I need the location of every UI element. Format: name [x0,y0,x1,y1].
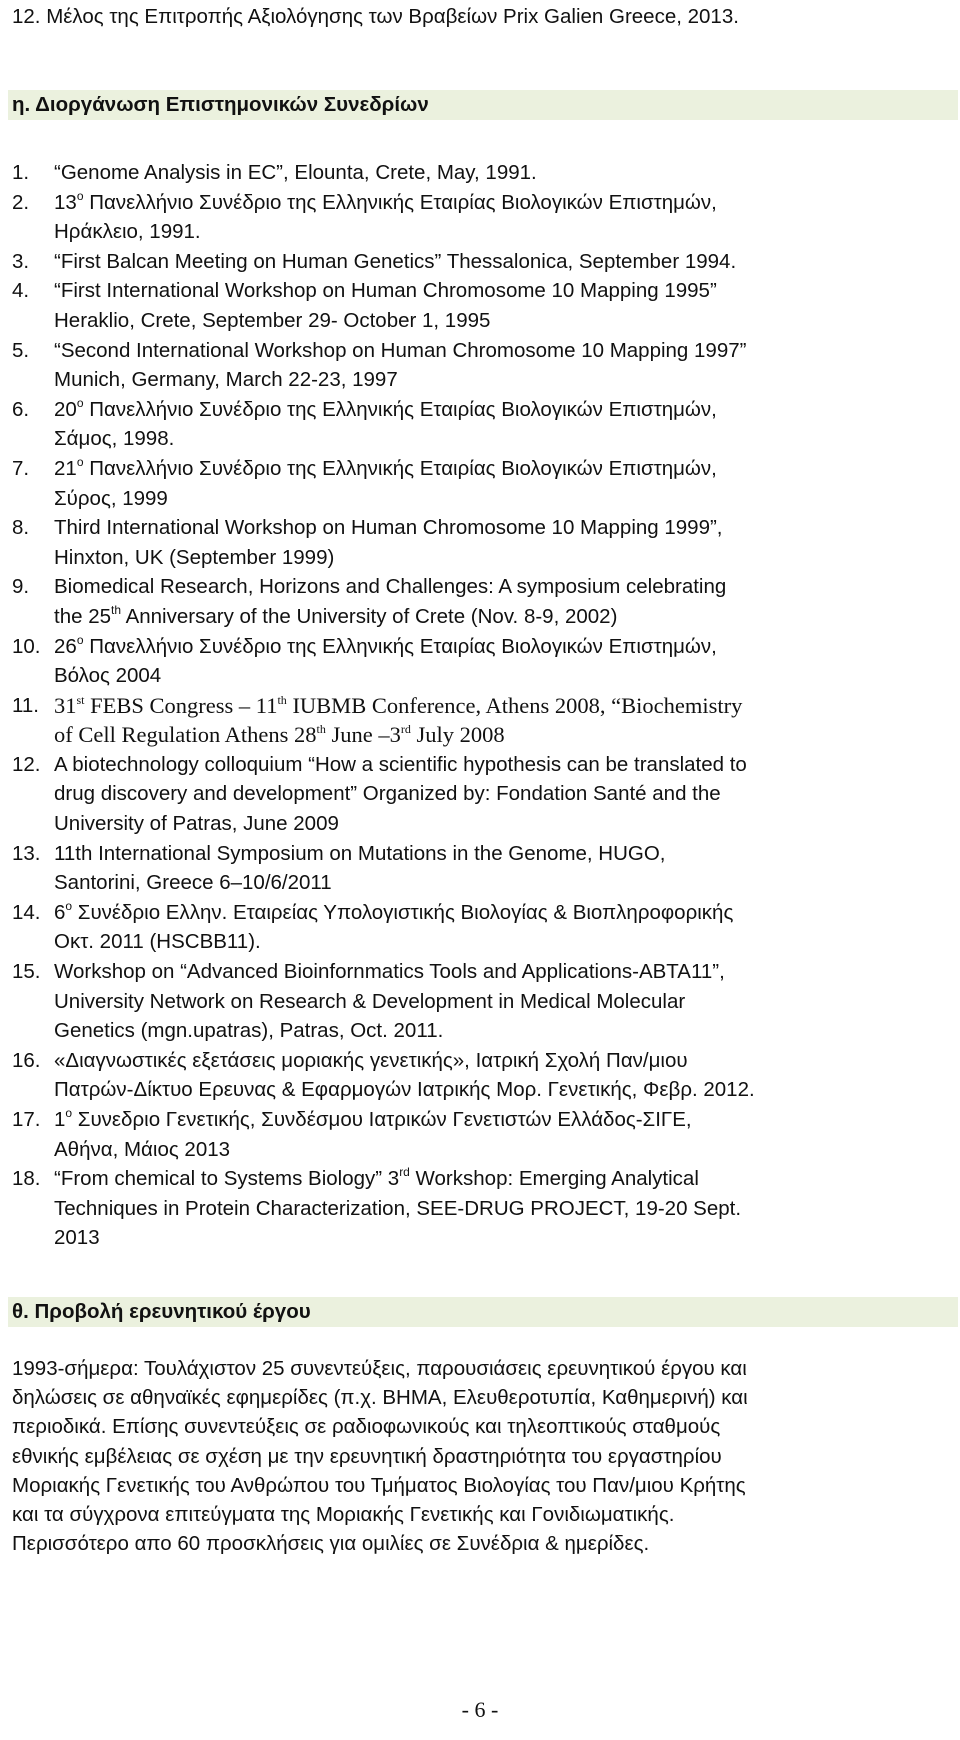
item-line: of Cell Regulation Athens 28th June –3rd July 2008 [54,722,505,748]
item-number: 16. [12,1048,41,1072]
superscript: rd [400,722,411,737]
item-line: Οκτ. 2011 (HSCBB11). [54,930,261,954]
item-line: “First Balcan Meeting on Human Genetics” Thessalonica, September 1994. [54,249,737,273]
item-line: Heraklio, Crete, September 29- October 1, 1995 [54,308,491,332]
paragraph-line: 1993-σήμερα: Τουλάχιστον 25 συνεντεύξεις, παρουσιάσεις ερευνητικού έργου και [12,1357,747,1380]
item-number: 9. [12,575,30,599]
superscript: o [76,454,84,469]
item-line: “Genome Analysis in EC”, Elounta, Crete, May, 1991. [54,161,537,184]
item-line: Σύρος, 1999 [54,486,168,510]
conference-item [0,1164,960,1253]
item-line: drug discovery and development” Organized by: Fondation Santé and the [54,782,721,806]
paragraph-line: και τα σύγχρονα επιτεύγματα της Μοριακής Γενετικής και Γονιδιωματικής. [12,1503,675,1527]
item-line: Techniques in Protein Characterization, SEE-DRUG PROJECT, 19-20 Sept. [54,1196,742,1220]
item-line: 2013 [54,1226,100,1250]
item-line: Munich, Germany, March 22-23, 1997 [54,368,398,392]
paragraph-line: δηλώσεις σε αθηναϊκές εφημερίδες (π.χ. ΒΗΜΑ, Ελευθεροτυπία, Καθημερινή) και [12,1386,748,1410]
item-number: 6. [12,397,30,421]
item-line: “First International Workshop on Human Chromosome 10 Mapping 1995” [54,279,717,303]
item-line: 11th International Symposium on Mutations in the Genome, HUGO, [54,841,666,865]
conference-item [0,276,960,335]
conference-item [0,188,960,247]
conference-item [0,1105,960,1164]
conference-item [0,691,960,750]
item-line: “Second International Workshop on Human Chromosome 10 Mapping 1997” [54,338,747,362]
item-line: 6$^o$ Συνέδριο Ελλην. Εταιρείας Υπολογιστικής Βιολογίας & Βιοπληροφορικής [54,898,734,924]
item-line: «Διαγνωστικές εξετάσεις μοριακής γενετικής», Ιατρική Σχολή Παν/μιου [54,1048,688,1072]
conference-item [0,513,960,572]
item-number: 15. [12,960,41,984]
conference-item [0,395,960,454]
conference-item [0,957,960,1046]
superscript: o [65,898,73,913]
item-line: Πατρών-Δίκτυο Ερευνας & Εφαρμογών Ιατρικής Μορ. Γενετικής, Φεβρ. 2012. [54,1078,755,1102]
conference-item [0,572,960,631]
item-number: 18. [12,1167,41,1191]
item-line: 21$^o$ Πανελλήνιο Συνέδριο της Ελληνικής Εταιρίας Βιολογικών Επιστημών, [54,454,717,480]
conference-item [0,632,960,691]
superscript: th [277,692,287,707]
item-number: 5. [12,338,30,362]
conference-list [0,158,960,1253]
item-number: 10. [12,634,41,658]
item-line: Αθήνα, Μάιος 2013 [54,1137,231,1161]
paragraph-line: Περισσότερο απο 60 προσκλήσεις για ομιλίες σε Συνέδρια & ημερίδες. [12,1532,650,1556]
item-number: 1. [12,161,30,184]
item-line: Santorini, Greece 6–10/6/2011 [54,871,332,895]
item-number: 7. [12,456,30,480]
item-number: 13. [12,841,41,865]
item-number: 4. [12,279,30,303]
conference-item [0,839,960,898]
section-heading-conferences: η. Διοργάνωση Επιστημονικών Συνεδρίων [8,90,958,120]
conference-item [0,750,960,839]
item-line: Ηράκλειο, 1991. [54,220,201,244]
page-number: - 6 - [461,1697,499,1722]
conference-item [0,158,960,188]
conference-item [0,247,960,277]
item-line: the 25th Anniversary of the University of Crete (Nov. 8-9, 2002) [54,602,618,628]
superscript: o [65,1106,73,1120]
item-number: 2. [12,190,30,214]
item-line: Workshop on “Advanced Bioinfornmatics Tools and Applications-ABTA11”, [54,960,725,984]
item-number: 8. [12,516,30,540]
conference-item [0,898,960,957]
item-line: 26$^o$ Πανελλήνιο Συνέδριο της Ελληνικής Εταιρίας Βιολογικών Επιστημών, [54,632,717,658]
paragraph-line: περιοδικά. Επίσης συνεντεύξεις σε ραδιοφωνικούς και τηλεοπτικούς σταθμούς [12,1415,721,1439]
conference-item [0,1046,960,1105]
paragraph-line: Μοριακής Γενετικής του Ανθρώπου του Τμήματος Βιολογίας του Παν/μιου Κρήτης [12,1473,746,1497]
item-number: 3. [12,249,30,273]
outreach-paragraph [12,1354,956,1558]
conference-item [0,454,960,513]
item-line: 13$^o$ Πανελλήνιο Συνέδριο της Ελληνικής Εταιρίας Βιολογικών Επιστημών, [54,188,717,214]
section-heading-outreach: θ. Προβολή ερευνητικού έργου [8,1297,958,1327]
superscript: o [76,395,84,410]
paragraph-line: εθνικής εμβέλειας σε σχέση με την ερευνητική δραστηριότητα του εργαστηρίου [12,1444,722,1468]
item-line: University Network on Research & Development in Medical Molecular [54,989,686,1013]
item-line: University of Patras, June 2009 [54,812,339,836]
item-line: Biomedical Research, Horizons and Challenges: A symposium celebrating [54,575,727,599]
superscript: th [111,602,122,617]
superscript: rd [399,1165,410,1180]
previous-item-12: 12. Μέλος της Επιτροπής Αξιολόγησης των Βραβείων Prix Galien Greece, 2013. [12,5,739,28]
item-line: Third International Workshop on Human Chromosome 10 Mapping 1999”, [54,516,723,540]
item-line: Hinxton, UK (September 1999) [54,545,335,569]
item-number: 11. [12,693,39,717]
item-line: Genetics (mgn.upatras), Patras, Oct. 2011. [54,1019,444,1043]
superscript: st [76,692,85,707]
item-line: Σάμος, 1998. [54,427,175,451]
conference-item [0,336,960,395]
item-number: 12. [12,752,41,776]
item-line: “From chemical to Systems Biology” 3rd Workshop: Emerging Analytical [54,1165,699,1191]
item-line: 20$^o$ Πανελλήνιο Συνέδριο της Ελληνικής Εταιρίας Βιολογικών Επιστημών, [54,395,717,421]
superscript: o [76,188,84,203]
item-number: 17. [12,1108,41,1131]
item-number: 14. [12,900,41,924]
item-line: 1$^o$ Συνεδριο Γενετικής, Συνδέσμου Ιατρικών Γενετιστών Ελλάδος-ΣΙΓΕ, [54,1106,692,1131]
item-line: 31st FEBS Congress – 11th IUBMB Conference, Athens 2008, “Biochemistry [54,692,743,718]
superscript: th [316,722,326,737]
item-line: A biotechnology colloquium “How a scientific hypothesis can be translated to [54,752,747,776]
superscript: o [76,632,84,647]
item-line: Βόλος 2004 [54,664,162,688]
